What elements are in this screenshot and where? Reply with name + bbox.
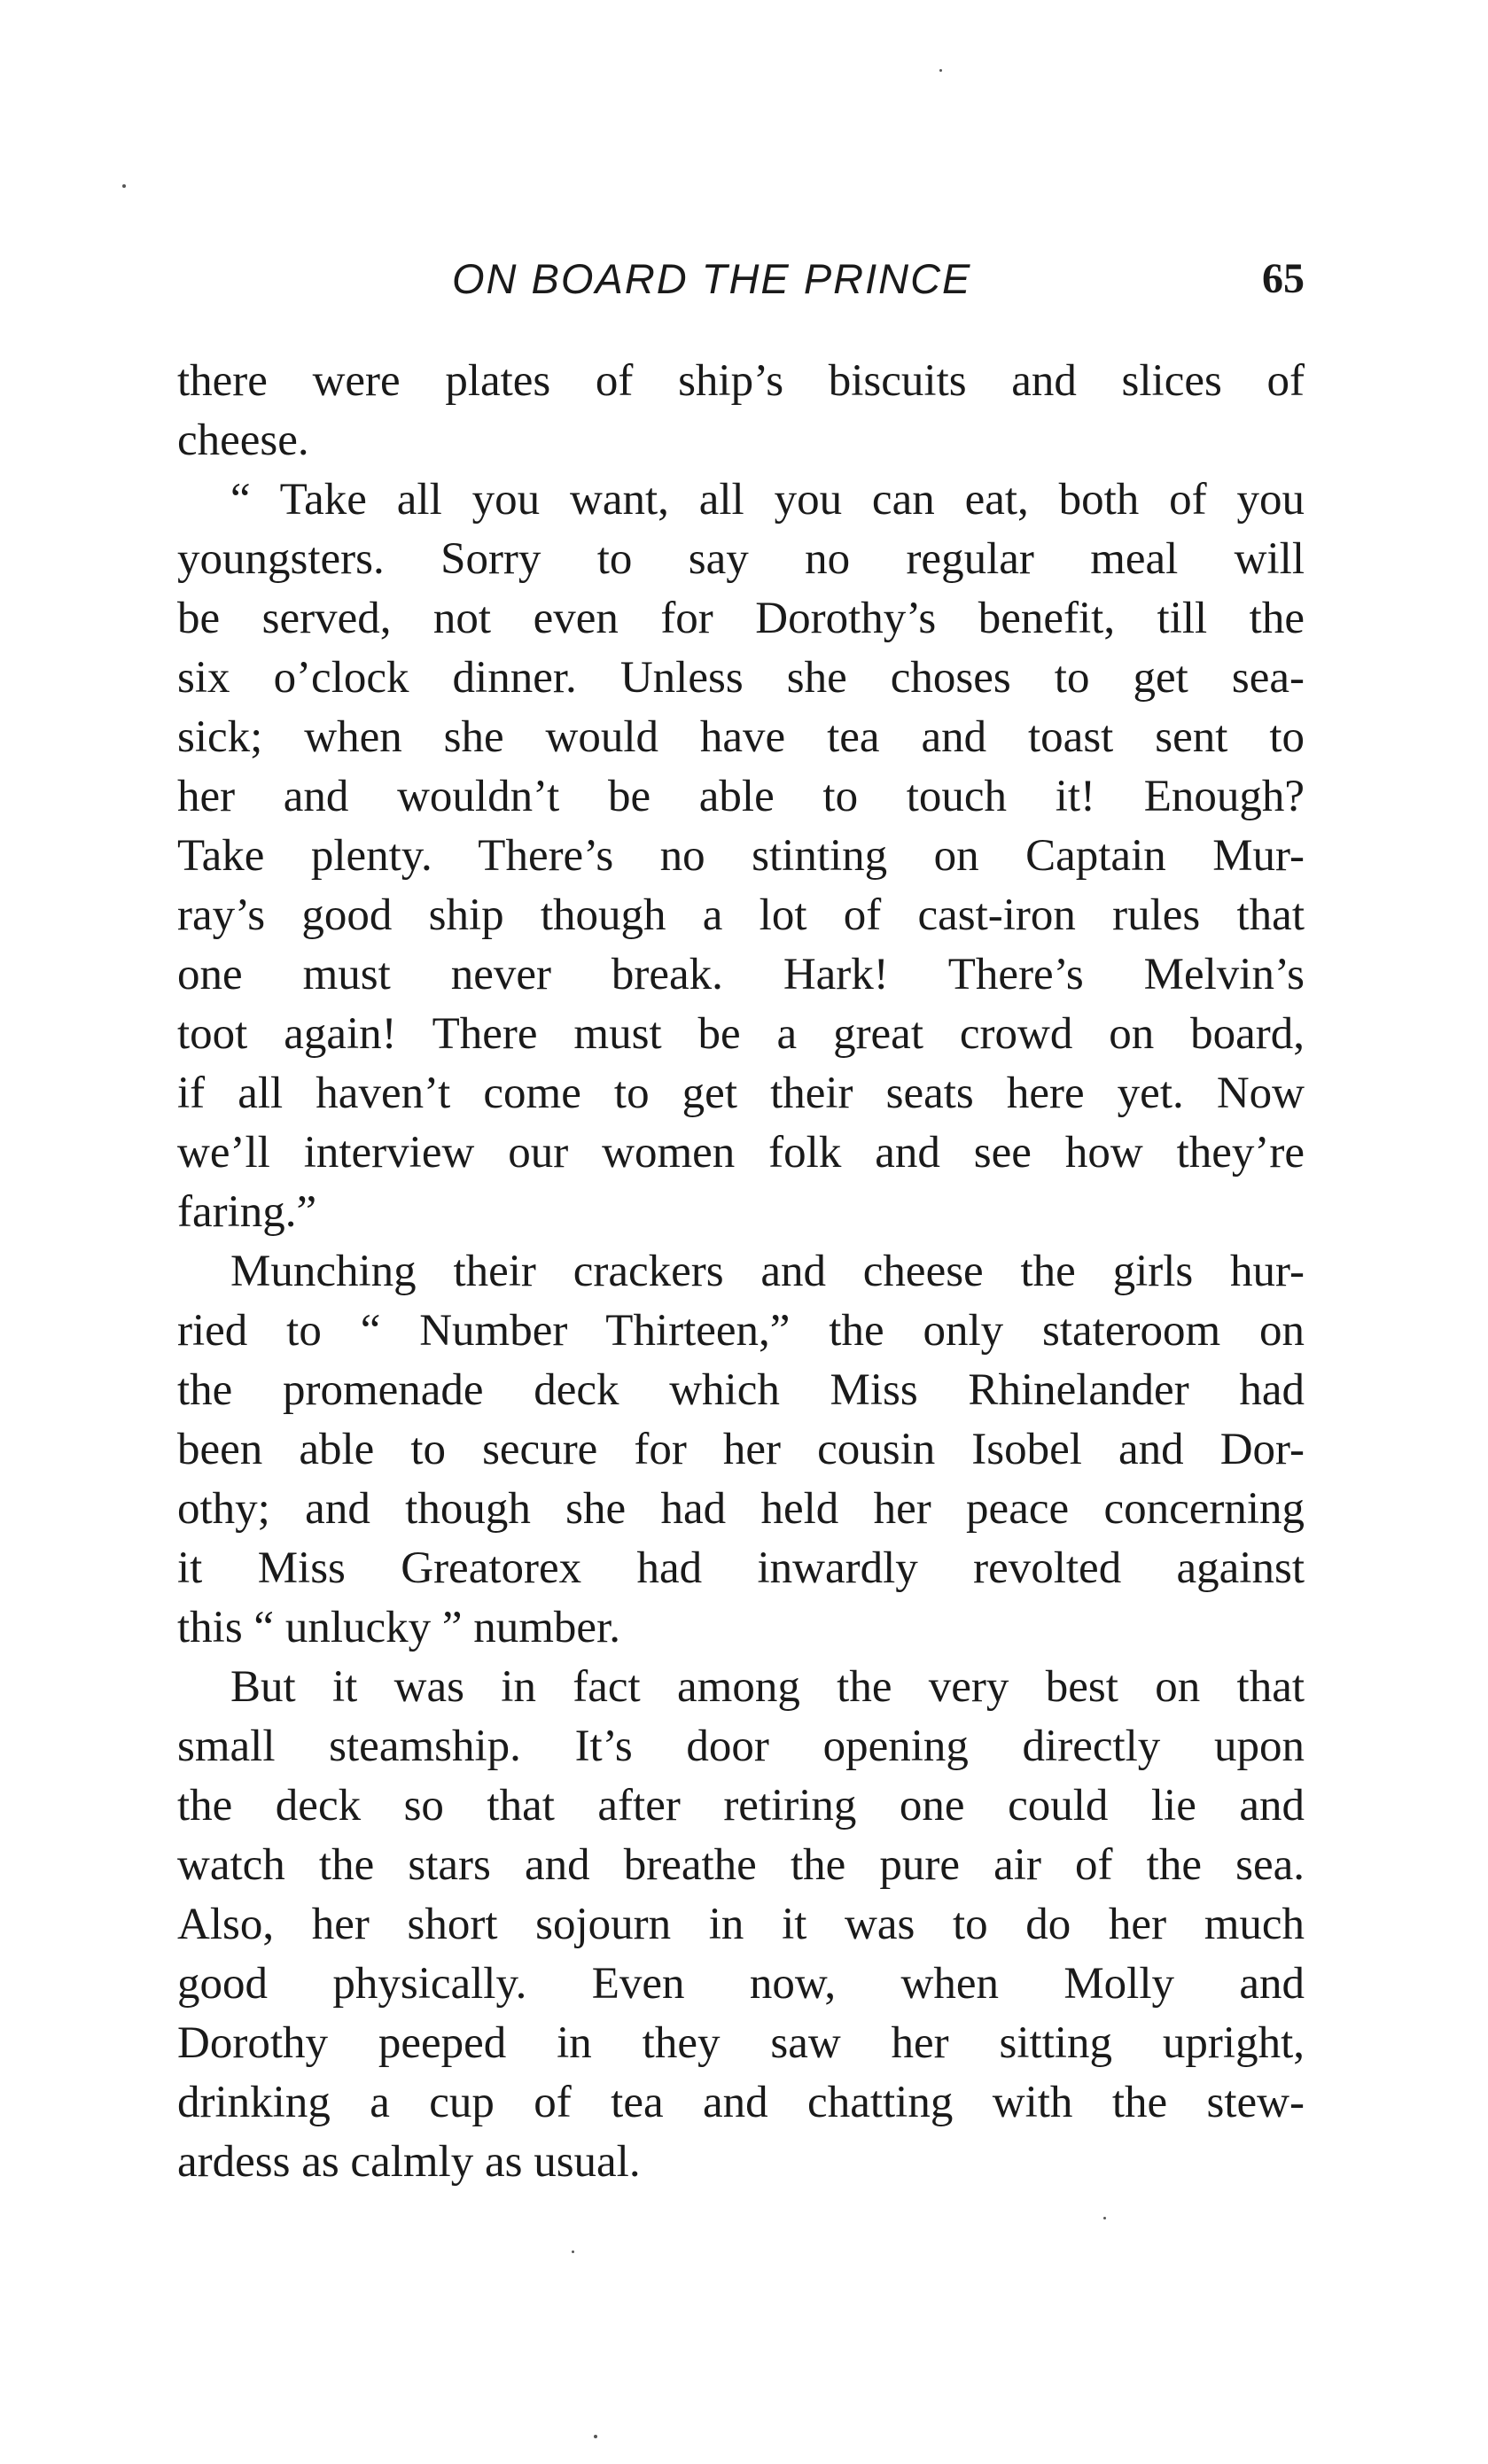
page-number: 65 xyxy=(1262,255,1305,302)
text-line: othy; and though she had held her peace concerning xyxy=(177,1484,1305,1534)
text-line: one must never break. Hark! There’s Melvin’s xyxy=(177,950,1305,999)
text-line: we’ll interview our women folk and see how they’re xyxy=(177,1128,1305,1178)
text-line: ray’s good ship though a lot of cast-iron rules that xyxy=(177,890,1305,940)
text-line: watch the stars and breathe the pure air of the sea. xyxy=(177,1840,1305,1890)
text-line: there were plates of ship’s biscuits and slices of xyxy=(177,356,1305,406)
scan-speck xyxy=(1103,2217,1106,2219)
text-line: sick; when she would have tea and toast sent to xyxy=(177,712,1305,762)
text-line: the promenade deck which Miss Rhinelander had xyxy=(177,1365,1305,1415)
text-line: youngsters. Sorry to say no regular meal will xyxy=(177,534,1305,584)
scan-speck xyxy=(939,69,942,72)
text-line: Take plenty. There’s no stinting on Captain Mur- xyxy=(177,831,1305,881)
text-line: But it was in fact among the very best on that xyxy=(230,1662,1305,1712)
text-line: be served, not even for Dorothy’s benefit, till the xyxy=(177,594,1305,643)
text-line: it Miss Greatorex had inwardly revolted against xyxy=(177,1543,1305,1593)
text-line: drinking a cup of tea and chatting with the stew- xyxy=(177,2078,1305,2127)
text-line: six o’clock dinner. Unless she choses to get sea- xyxy=(177,653,1305,703)
text-line: if all haven’t come to get their seats here yet. Now xyxy=(177,1069,1305,1118)
text-line: toot again! There must be a great crowd on board, xyxy=(177,1009,1305,1059)
text-line: cheese. xyxy=(177,416,309,465)
running-title: ON BOARD THE PRINCE xyxy=(452,255,972,302)
running-head xyxy=(177,253,1305,306)
text-line: small steamship. It’s door opening directly upon xyxy=(177,1722,1305,1771)
text-line: Dorothy peeped in they saw her sitting upright, xyxy=(177,2018,1305,2068)
text-line: Munching their crackers and cheese the girls hur- xyxy=(230,1247,1305,1296)
text-line: ardess as calmly as usual. xyxy=(177,2137,641,2187)
text-line: this “ unlucky ” number. xyxy=(177,1603,620,1652)
text-line: “ Take all you want, all you can eat, both of you xyxy=(230,475,1305,525)
text-line: faring.” xyxy=(177,1187,317,1237)
scan-speck xyxy=(572,2250,574,2253)
text-line: her and wouldn’t be able to touch it! Enough? xyxy=(177,772,1305,821)
text-line: Also, her short sojourn in it was to do her much xyxy=(177,1900,1305,1949)
text-line: been able to secure for her cousin Isobel and Dor- xyxy=(177,1425,1305,1474)
text-line: the deck so that after retiring one could lie and xyxy=(177,1781,1305,1831)
body-text xyxy=(177,352,1305,2192)
scan-speck xyxy=(594,2435,597,2438)
scan-speck xyxy=(122,184,126,188)
text-line: good physically. Even now, when Molly and xyxy=(177,1959,1305,2009)
text-line: ried to “ Number Thirteen,” the only stateroom on xyxy=(177,1306,1305,1356)
